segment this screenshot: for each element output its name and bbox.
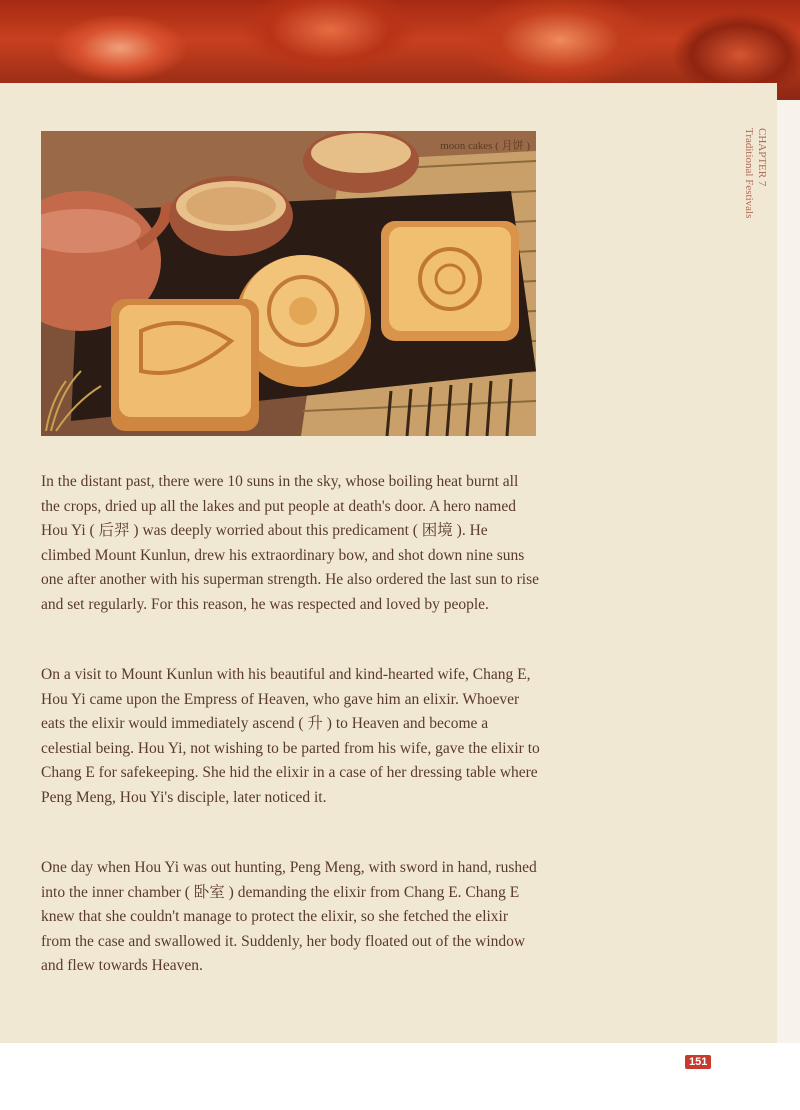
tea-cup-right — [303, 131, 419, 193]
moon-cakes-illustration — [41, 131, 536, 436]
page-number: 151 — [685, 1055, 711, 1069]
page-edge — [777, 100, 800, 1043]
chapter-side-header — [742, 128, 768, 218]
moon-cake-left — [111, 299, 259, 431]
moon-cake-right — [381, 221, 519, 341]
chapter-number: CHAPTER 7 — [756, 128, 768, 187]
photo-caption: moon cakes ( 月饼 ) — [440, 140, 530, 152]
body-paragraph: On a visit to Mount Kunlun with his beautiful and kind-hearted wife, Chang E, Hou Yi came upon the Empress of Heaven, who gave him an elixir. Whoever eats the elixir would immediately ascend ( 升 ) to Heaven and become a celestial being. Hou Yi, not wishing to be parted from his wife, gave the elixir to Chang E for safekeeping. She hid the elixir in a case of her dressing table where Peng Meng, Hou Yi's disciple, later noticed it. — [41, 666, 540, 806]
moon-cakes-photo — [41, 131, 536, 436]
tea-cup-left — [169, 176, 293, 256]
chapter-title: Traditional Festivals — [743, 128, 755, 219]
body-paragraph: One day when Hou Yi was out hunting, Peng Meng, with sword in hand, rushed into the inner chamber ( 卧室 ) demanding the elixir from Chang E. Chang E knew that she couldn't manage to protect the elixir, so she fetched the elixir from the case and swallowed it. Suddenly, her body floated out of the window and flew towards Heaven. — [41, 859, 537, 974]
body-paragraph: In the distant past, there were 10 suns in the sky, whose boiling heat burnt all the crops, dried up all the lakes and put people at death's door. A hero named Hou Yi ( 后羿 ) was deeply worried about this predicament ( 困境 ). He climbed Mount Kunlun, drew his extraordinary bow, and shot down nine suns one after another with his superman strength. He also ordered the last sun to rise and set regularly. For this reason, he was respected and loved by people. — [41, 473, 540, 613]
